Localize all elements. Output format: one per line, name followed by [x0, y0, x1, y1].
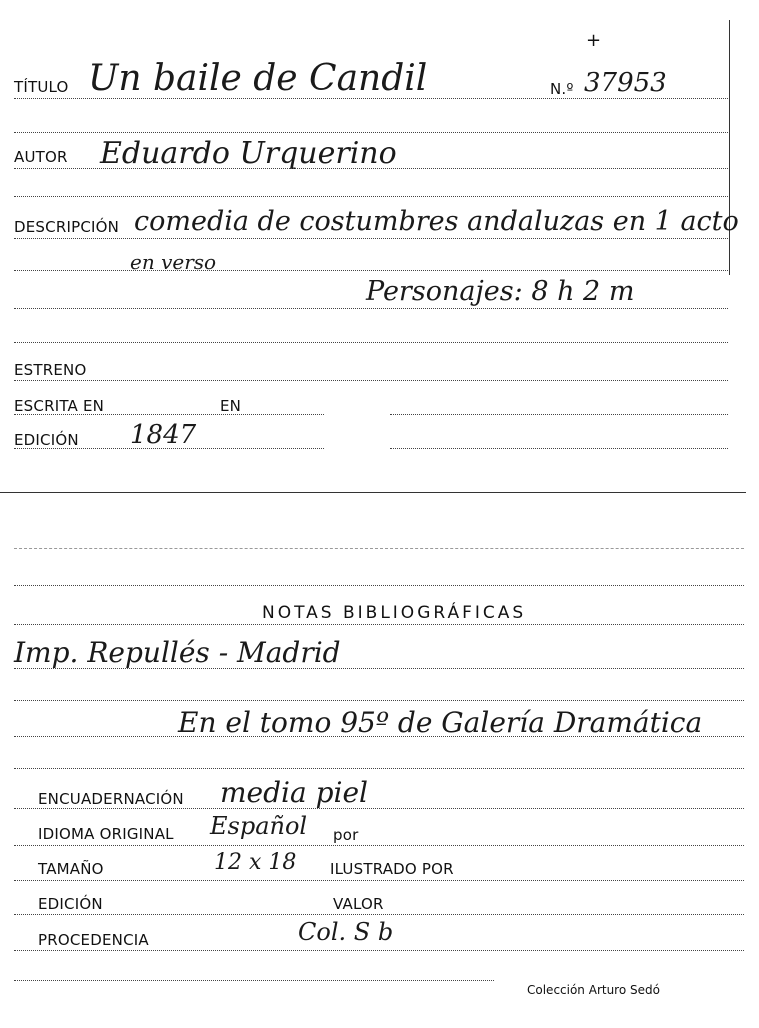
numero-label: N.º	[550, 80, 574, 98]
encuadernacion-label: ENCUADERNACIÓN	[38, 790, 184, 808]
rule-line	[14, 270, 728, 271]
ilustrado-label: ILUSTRADO POR	[330, 860, 454, 878]
card-separator	[0, 492, 746, 493]
autor-line	[14, 168, 728, 169]
titulo-label: TÍTULO	[14, 78, 69, 96]
en-label: EN	[220, 397, 242, 415]
escrita-label: ESCRITA EN	[14, 397, 105, 415]
rule-line	[14, 980, 494, 981]
rule-line	[14, 768, 744, 769]
tamano-label: TAMAÑO	[38, 860, 104, 878]
procedencia-value: Col. S b	[298, 918, 394, 946]
edicion-label-2: EDICIÓN	[38, 895, 103, 913]
note-2: En el tomo 95º de Galería Dramática	[178, 706, 703, 739]
rule-line	[14, 736, 744, 737]
edicion-label: EDICIÓN	[14, 431, 79, 449]
rule-line	[14, 342, 728, 343]
rule-line	[14, 845, 744, 846]
rule-line	[14, 196, 728, 197]
titulo-value: Un baile de Candil	[88, 58, 428, 99]
tamano-value: 12 x 18	[214, 850, 297, 875]
edicion-value: 1847	[130, 420, 197, 450]
numero-value: 37953	[584, 68, 667, 98]
descripcion-value-2: en verso	[130, 250, 217, 274]
note-1: Imp. Repullés - Madrid	[14, 636, 341, 669]
rule-line	[14, 914, 744, 915]
escrita-line	[14, 414, 324, 415]
descripcion-label: DESCRIPCIÓN	[14, 218, 120, 236]
idioma-label: IDIOMA ORIGINAL	[38, 825, 174, 843]
por-label: por	[333, 826, 359, 844]
plus-mark: +	[586, 30, 602, 51]
autor-label: AUTOR	[14, 148, 68, 166]
edicion-line	[14, 448, 324, 449]
idioma-value: Español	[210, 812, 308, 840]
collection-footer: Colección Arturo Sedó	[527, 983, 660, 997]
rule-line	[14, 548, 744, 549]
rule-line	[14, 700, 744, 701]
valor-label: VALOR	[333, 895, 384, 913]
estreno-label: ESTRENO	[14, 361, 87, 379]
notas-heading: NOTAS BIBLIOGRÁFICAS	[262, 603, 527, 623]
estreno-line	[14, 380, 728, 381]
personajes-value: Personajes: 8 h 2 m	[366, 276, 635, 307]
autor-value: Eduardo Urquerino	[100, 136, 397, 171]
descripcion-line	[14, 238, 728, 239]
rule-line	[14, 585, 744, 586]
rule-line	[14, 950, 744, 951]
rule-line	[14, 132, 728, 133]
descripcion-value-1: comedia de costumbres andaluzas en 1 acto	[134, 206, 739, 237]
edicion-line-right	[390, 448, 728, 449]
procedencia-label: PROCEDENCIA	[38, 931, 149, 949]
rule-line	[14, 308, 728, 309]
rule-line	[14, 668, 744, 669]
escrita-line-right	[390, 414, 728, 415]
rule-line	[14, 880, 744, 881]
titulo-line	[14, 98, 728, 99]
rule-line	[14, 624, 744, 625]
rule-line	[14, 808, 744, 809]
encuadernacion-value: media piel	[220, 776, 368, 809]
